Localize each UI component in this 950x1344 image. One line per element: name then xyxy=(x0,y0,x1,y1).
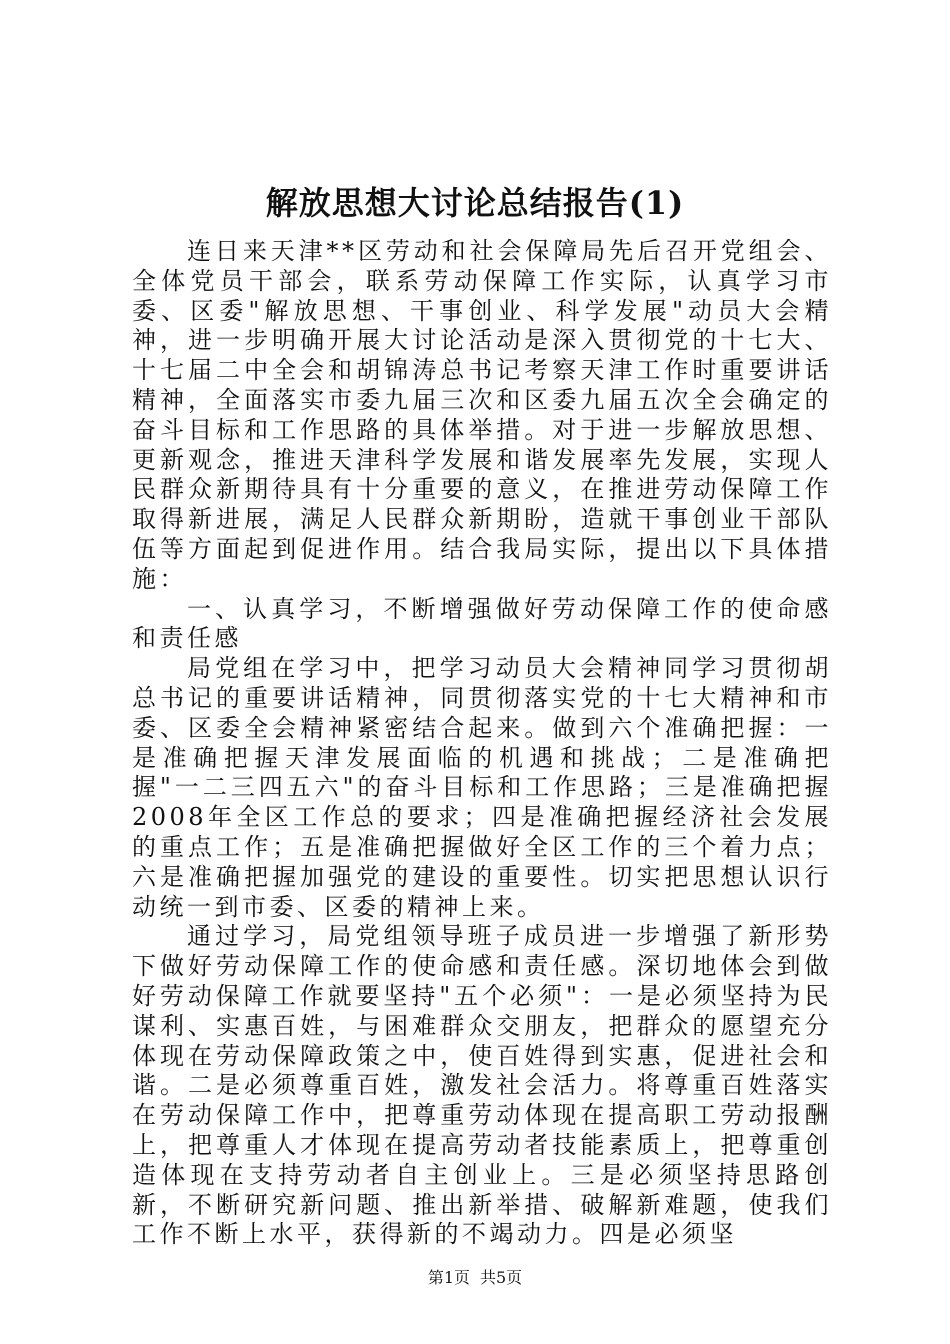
document-title: 解放思想大讨论总结报告(1) xyxy=(265,184,685,222)
paragraph-study: 局党组在学习中，把学习动员大会精神同学习贯彻胡总书记的重要讲话精神，同贯彻落实党的十七大精神和市委、区委全会精神紧密结合起来。做到六个准确把握：一是准确把握天津发展面临的机遇和挑战；二是准确把握"一二三四五六"的奋斗目标和工作思路；三是准确把握2008年全区工作总的要求；四是准确把握经济社会发展的重点工作；五是准确把握做好全区工作的三个着力点；六是准确把握加强党的建设的重要性。切实把思想认识行动统一到市委、区委的精神上来。 xyxy=(132,654,832,921)
paragraph-section-heading: 一、认真学习，不断增强做好劳动保障工作的使命感和责任感 xyxy=(132,594,832,653)
page-number: 第1页 xyxy=(427,1268,470,1287)
page-total: 共5页 xyxy=(480,1268,523,1287)
paragraph-intro: 连日来天津**区劳动和社会保障局先后召开党组会、全体党员干部会，联系劳动保障工作实际，认真学习市委、区委"解放思想、干事创业、科学发展"动员大会精神，进一步明确开展大讨论活动是深入贯彻党的十七大、十七届二中全会和胡锦涛总书记考察天津工作时重要讲话精神，全面落实市委九届三次和区委九届五次全会确定的奋斗目标和工作思路的具体举措。对于进一步解放思想、更新观念，推进天津科学发展和谐发展率先发展，实现人民群众新期待具有十分重要的意义，在推进劳动保障工作取得新进展，满足人民群众新期盼，造就干事创业干部队伍等方面起到促进作用。结合我局实际，提出以下具体措施： xyxy=(132,237,832,593)
document-body xyxy=(132,237,832,1250)
paragraph-five-musts: 通过学习，局党组领导班子成员进一步增强了新形势下做好劳动保障工作的使命感和责任感。深切地体会到做好劳动保障工作就要坚持"五个必须"：一是必须坚持为民谋利、实惠百姓，与困难群众交朋友，把群众的愿望充分体现在劳动保障政策之中，使百姓得到实惠，促进社会和谐。二是必须尊重百姓，激发社会活力。将尊重百姓落实在劳动保障工作中，把尊重劳动体现在提高职工劳动报酬上，把尊重人才体现在提高劳动者技能素质上，把尊重创造体现在支持劳动者自主创业上。三是必须坚持思路创新，不断研究新问题、推出新举措、破解新难题，使我们工作不断上水平，获得新的不竭动力。四是必须坚 xyxy=(132,922,832,1249)
page-footer xyxy=(0,1268,950,1288)
